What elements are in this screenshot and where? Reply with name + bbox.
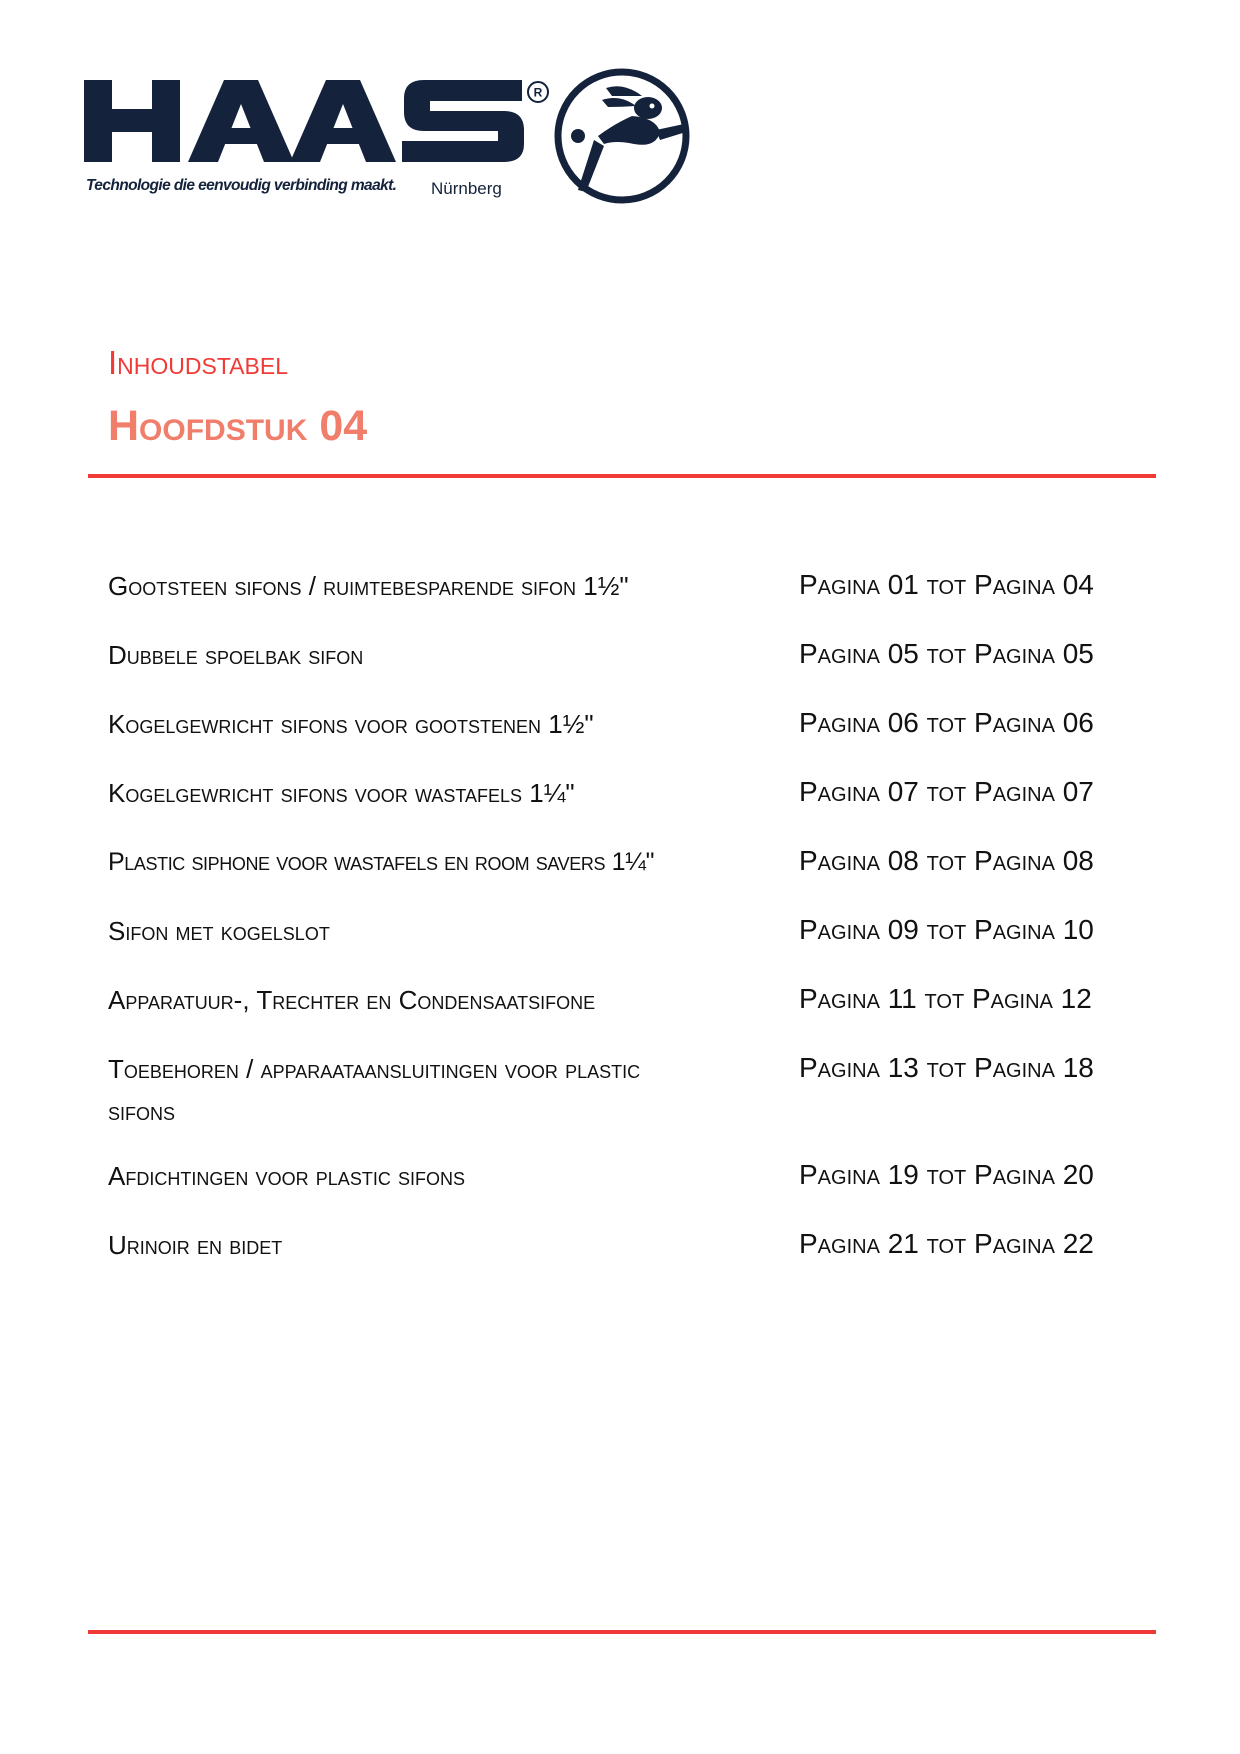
registered-mark-icon (526, 80, 550, 104)
toc-entry-title: Dubbele spoelbak sifon (108, 640, 364, 670)
toc-entry-pages: Pagina 21 tot Pagina 22 (799, 1228, 1094, 1259)
hare-emblem-icon (552, 66, 692, 206)
haas-wordmark (84, 80, 534, 180)
logo-city: Nürnberg (431, 179, 502, 198)
toc-label: Inhoudstabel (108, 344, 288, 381)
toc-entry-title: Sifon met kogelslot (108, 916, 330, 946)
toc-entry-pages: Pagina 11 tot Pagina 12 (799, 983, 1092, 1014)
toc-entry-pages: Pagina 06 tot Pagina 06 (799, 707, 1094, 738)
toc-entry-title: Kogelgewricht sifons voor gootstenen 1½" (108, 709, 594, 739)
toc-entry-title: Urinoir en bidet (108, 1230, 283, 1260)
toc-entry-title: Plastic siphone voor wastafels en room savers 1¼" (108, 848, 655, 876)
logo-tagline: Technologie die eenvoudig verbinding maakt. (86, 177, 397, 194)
chapter-title: Hoofdstuk 04 (108, 402, 368, 450)
footer-divider (88, 1630, 1156, 1634)
toc-entry-title: Afdichtingen voor plastic sifons (108, 1161, 466, 1191)
toc-entry-title: Apparatuur-, Trechter en Condensaatsifone (108, 985, 596, 1015)
toc-entry-pages: Pagina 09 tot Pagina 10 (799, 914, 1094, 945)
header-divider (88, 474, 1156, 478)
toc-entry-pages: Pagina 08 tot Pagina 08 (799, 845, 1094, 876)
svg-text:R: R (533, 85, 543, 100)
toc-entry-title: Kogelgewricht sifons voor wastafels 1¼" (108, 778, 575, 808)
toc-entry-pages: Pagina 01 tot Pagina 04 (799, 569, 1094, 600)
toc-entry-pages: Pagina 13 tot Pagina 18 (799, 1052, 1094, 1083)
toc-entry-title: Toebehoren / apparaataansluitingen voor plastic sifons (108, 1054, 641, 1126)
toc-entry-pages: Pagina 07 tot Pagina 07 (799, 776, 1094, 807)
toc-entry-pages: Pagina 05 tot Pagina 05 (799, 638, 1094, 669)
haas-logo (84, 66, 694, 216)
toc-entry-title: Gootsteen sifons / ruimtebesparende sifon 1½" (108, 571, 629, 601)
toc-entry-pages: Pagina 19 tot Pagina 20 (799, 1159, 1094, 1190)
